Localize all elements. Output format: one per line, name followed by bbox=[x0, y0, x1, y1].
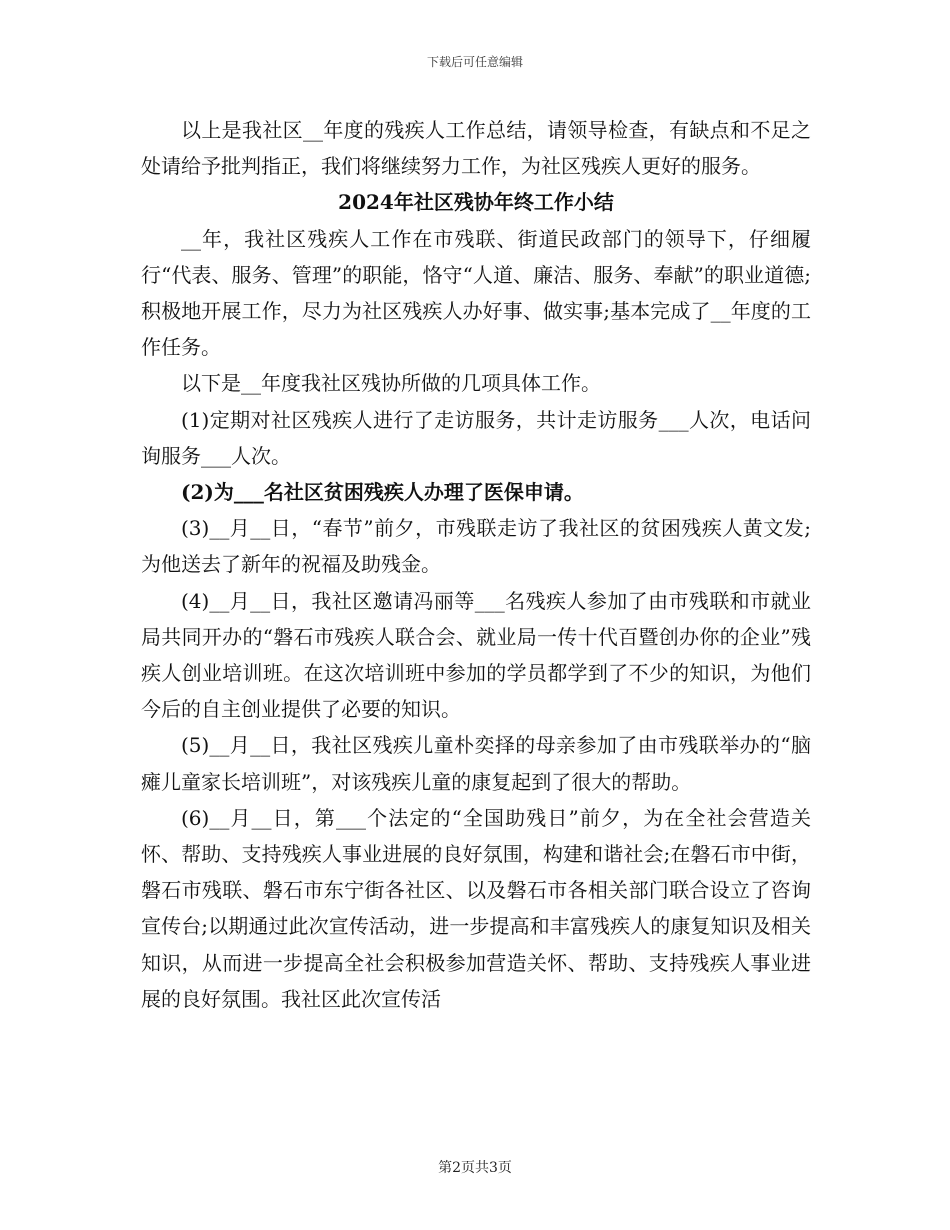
document-title: 2024年社区残协年终工作小结 bbox=[338, 190, 614, 215]
paragraph-item-5: (5)__月__日，我社区残疾儿童朴奕择的母亲参加了由市残联举办的“脑瘫儿童家长培训班”，对该残疾儿童的康复起到了很大的帮助。 bbox=[141, 733, 811, 794]
intro-paragraph: 以上是我社区__年度的残疾人工作总结，请领导检查，有缺点和不足之处请给予批判指正，我们将继续努力工作，为社区残疾人更好的服务。 bbox=[141, 118, 811, 179]
paragraph-item-4: (4)__月__日，我社区邀请冯丽等___名残疾人参加了由市残联和市就业局共同开办的“磐石市残疾人联合会、就业局一传十代百暨创办你的企业”残疾人创业培训班。在这次培训班中参加的学员都学到了不少的知识，为他们今后的自主创业提供了必要的知识。 bbox=[141, 588, 811, 722]
paragraph-item-3: (3)__月__日，“春节”前夕，市残联走访了我社区的贫困残疾人黄文发;为他送去了新年的祝福及助残金。 bbox=[141, 516, 811, 577]
page-number: 第2页共3页 bbox=[438, 1160, 512, 1176]
paragraph-opening: __年，我社区残疾人工作在市残联、街道民政部门的领导下，仔细履行“代表、服务、管理”的职能，恪守“人道、廉洁、服务、奉献”的职业道德;积极地开展工作，尽力为社区残疾人办好事、做实事;基本完成了__年度的工作任务。 bbox=[141, 226, 811, 360]
paragraph-item-2: (2)为___名社区贫困残疾人办理了医保申请。 bbox=[181, 480, 584, 505]
document-body bbox=[141, 112, 811, 1017]
paragraph-work-intro: 以下是__年度我社区残协所做的几项具体工作。 bbox=[181, 371, 601, 396]
paragraph-item-6: (6)__月__日，第___个法定的“全国助残日”前夕，为在全社会营造关怀、帮助、支持残疾人事业进展的良好氛围，构建和谐社会;在磐石市中街，磐石市残联、磐石市东宁街各社区、以及磐石市各相关部门联合设立了咨询宣传台;以期通过此次宣传活动，进一步提高和丰富残疾人的康复知识及相关知识，从而进一步提高全社会积极参加营造关怀、帮助、支持残疾人事业进展的良好氛围。我社区此次宣传活 bbox=[141, 805, 811, 1011]
paragraph-item-1: (1)定期对社区残疾人进行了走访服务，共计走访服务___人次，电话问询服务___人次。 bbox=[141, 407, 811, 468]
page-header-note: 下载后可任意编辑 bbox=[426, 55, 523, 69]
